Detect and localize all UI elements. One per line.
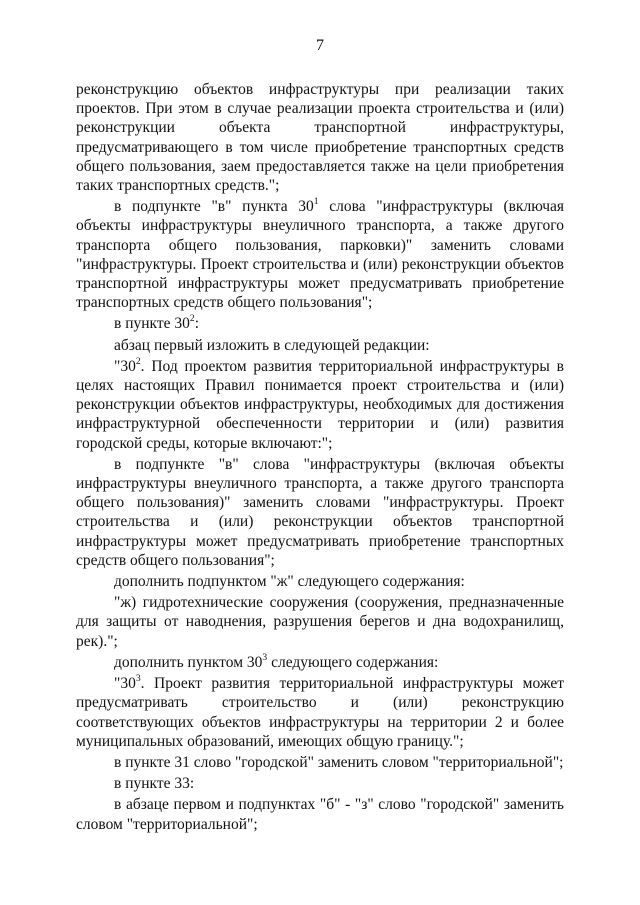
paragraph — [76, 80, 564, 195]
superscript: 2 — [189, 313, 195, 325]
paragraph — [76, 795, 564, 833]
text-run: следующего содержания: — [267, 653, 439, 671]
paragraph — [76, 336, 564, 355]
text-run: в пункте 30 — [114, 315, 190, 333]
text-run: . Проект развития территориальной инфраструктуры может предусматривать строительство и (или) реконструкцию соответствующих объектов инфраструктуры на территории 2 и более муниципальных образований, имеющих общую границу."; — [76, 675, 564, 750]
superscript: 3 — [135, 672, 141, 684]
text-run: реконструкцию объектов инфраструктуры при реализации таких проектов. При этом в случае реализации проекта строительства и (или) реконструкции объекта транспортной инфраструктуры, предусматривающего в том числе приобретение транспортных средств общего пользования, заем предоставляется также на цели приобретения таких транспортных средств."; — [76, 81, 564, 195]
text-run: в подпункте "в" слова "инфраструктуры (включая объекты инфраструктуры внеуличного транспорта, а также другого транспорта общего пользования)" заменить словами "инфраструктуры. Проект строительства и (или) реконструкции объектов транспортной инфраструктуры может предусматривать приобретение транспортных средств общего пользования"; — [76, 455, 564, 569]
paragraph — [76, 197, 564, 312]
superscript: 1 — [313, 196, 319, 208]
paragraph — [76, 593, 564, 651]
text-run: дополнить подпунктом "ж" следующего содержания: — [114, 573, 465, 591]
text-run: : — [194, 315, 199, 333]
paragraph — [76, 753, 564, 772]
text-run: слова "инфраструктуры (включая объекты инфраструктуры внеуличного транспорта, а также другого транспорта общего пользования, парковки)" заменить словами "инфраструктуры. Проект строительства и (или) реконструкции объектов транспортной инфраструктуры может предусматривать приобретение транспортных средств общего пользования"; — [76, 198, 564, 312]
text-run: в абзаце первом и подпунктах "б" - "з" слово "городской" заменить словом "территориальной"; — [76, 796, 564, 833]
text-run: абзац первый изложить в следующей редакции: — [114, 336, 430, 354]
paragraph — [76, 455, 564, 570]
paragraph — [76, 357, 564, 453]
text-run: "30 — [114, 357, 136, 375]
superscript: 2 — [135, 355, 141, 367]
text-run: в пункте 31 слово "городской" заменить словом "территориальной"; — [114, 753, 564, 771]
paragraph — [76, 314, 564, 333]
paragraph — [76, 674, 564, 751]
text-run: "ж) гидротехнические сооружения (сооружения, предназначенные для защиты от наводнения, разрушения берегов и дна водохранилищ, рек)."; — [76, 594, 564, 650]
superscript: 3 — [262, 651, 268, 663]
document-body — [76, 80, 564, 834]
text-run: . Под проектом развития территориальной инфраструктуры в целях настоящих Правил понимается проект строительства и (или) реконструкции объектов инфраструктуры, необходимых для достижения инфраструктурной обеспеченности территории и (или) развития городской среды, которые включают:"; — [76, 357, 564, 452]
paragraph — [76, 572, 564, 591]
text-run: дополнить пунктом 30 — [114, 653, 263, 671]
text-run: "30 — [114, 675, 136, 693]
paragraph — [76, 653, 564, 672]
page-number: 7 — [316, 37, 324, 54]
text-run: в пункте 33: — [114, 775, 195, 793]
text-run: в подпункте "в" пункта 30 — [114, 198, 314, 216]
paragraph — [76, 774, 564, 793]
